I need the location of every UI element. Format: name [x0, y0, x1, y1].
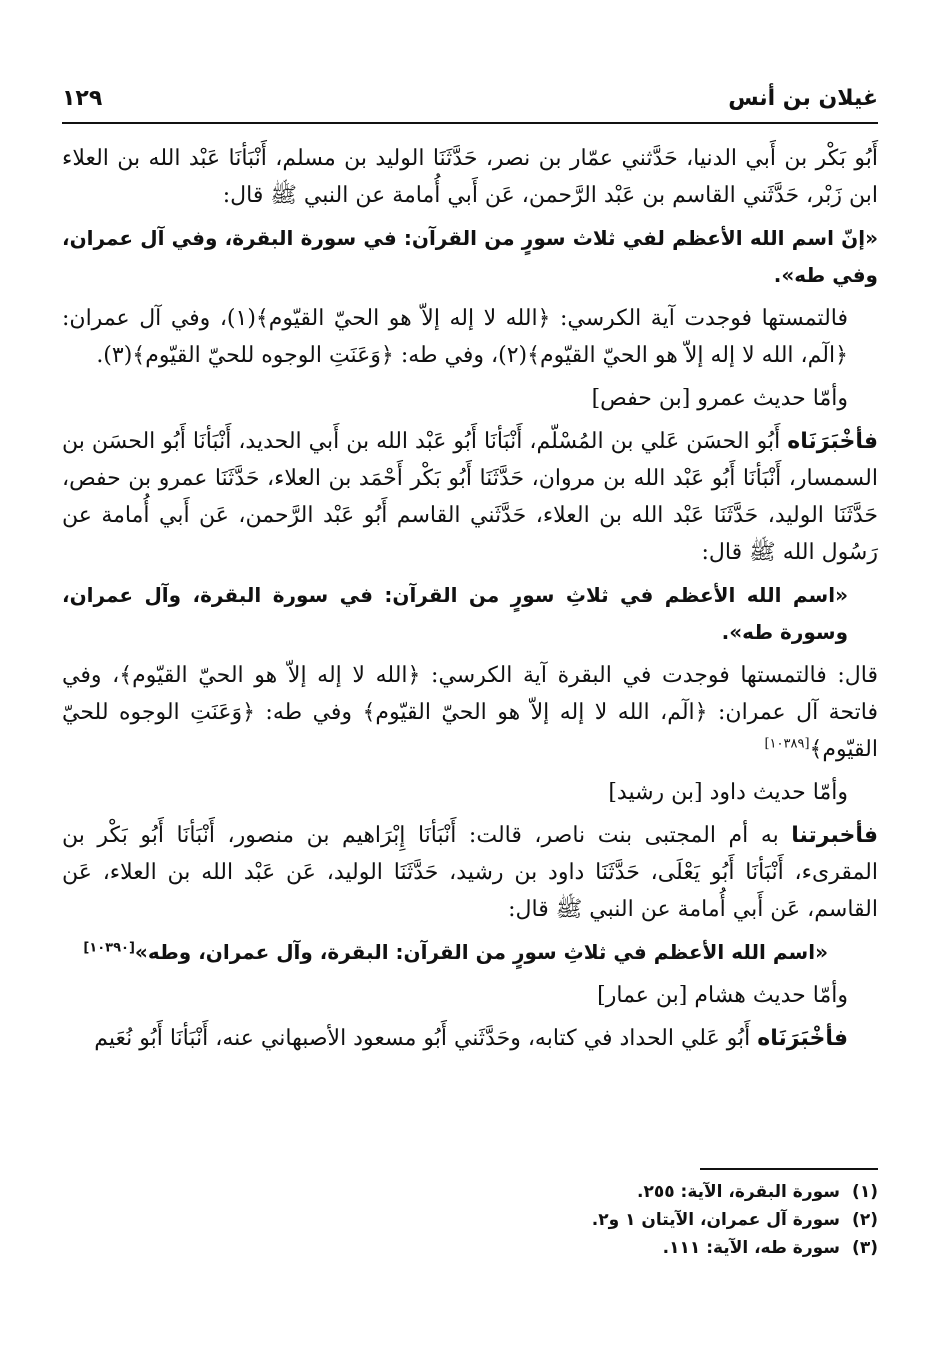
- footnote-2: [62, 1206, 878, 1234]
- section-heading-dawud: [62, 774, 878, 811]
- paragraph-text: أَبُو عَلي الحداد في كتابه، وحَدَّثَني أَبُو مسعود الأصبهاني عنه، أَنْبَأنَا أَبُو نُعَيم: [94, 1026, 758, 1051]
- section-heading-amr: [62, 380, 878, 417]
- footnote-text: سورة طه، الآية: ١١١.: [662, 1238, 840, 1258]
- paragraph-text: وأمّا حديث داود [بن رشيد]: [608, 780, 848, 805]
- paragraph-text: به أم المجتبى بنت ناصر، قالت: أَنْبَأنَا إِبْرَاهيم بن منصور، أَنْبَأنَا أَبُو بَكْر بن المقرىء، أَنْبَأنَا أَبُو يَعْلَى، حَدَّثَنَا داود بن رشيد، حَدَّثَنَا الوليد، عَن عَبْد الله بن العلاء، عَن القاسم، عَن أَبي أُمامة عن النبي ﷺ قال:: [62, 823, 878, 922]
- running-header: [62, 80, 878, 124]
- paragraph-9: [62, 817, 878, 928]
- main-text: [62, 140, 878, 1063]
- footnote-number: (٣): [852, 1238, 878, 1258]
- footnote-divider: [700, 1168, 878, 1170]
- paragraph-7: [62, 657, 878, 768]
- footnote-3: [62, 1234, 878, 1262]
- paragraph-3: [62, 300, 878, 374]
- lead-word: فأخْبَرَنَاه: [787, 429, 878, 454]
- footnotes: [62, 1178, 878, 1262]
- footnote-text: سورة آل عمران، الآيتان ١ و٢.: [591, 1210, 840, 1230]
- paragraph-text: قال: فالتمستها فوجدت في البقرة آية الكرسي: ﴿الله لا إله إلاّ هو الحيّ القيّوم﴾، وفي فاتحة آل عمران: ﴿الٓم، الله لا إله إلاّ هو الحيّ القيّوم﴾ وفي طه: ﴿وَعَنَتِ الوجوه للحيّ القيّوم﴾: [62, 663, 878, 762]
- footnote-number: (٢): [852, 1210, 878, 1230]
- paragraph-text: فالتمستها فوجدت آية الكرسي: ﴿الله لا إله إلاّ هو الحيّ القيّوم﴾(١)، وفي آل عمران: ﴿الٓم، الله لا إله إلاّ هو الحيّ القيّوم﴾(٢)، وفي طه: ﴿وَعَنَتِ الوجوه للحيّ القيّوم﴾(٣).: [62, 306, 848, 368]
- section-heading-hisham: [62, 977, 878, 1014]
- footnote-1: [62, 1178, 878, 1206]
- header-title: غيلان بن أنس: [728, 86, 878, 111]
- paragraph-1: [62, 140, 878, 214]
- reference-number: [١٠٣٨٩]: [764, 736, 810, 752]
- paragraph-text: «اسم الله الأعظم في ثلاثِ سورٍ من القرآن: البقرة، وآل عمران، وطه»: [134, 940, 828, 964]
- paragraph-text: «إنّ اسم الله الأعظم لفي ثلاث سورٍ من القرآن: في سورة البقرة، وفي آل عمران، وفي طه».: [62, 226, 878, 287]
- paragraph-text: وأمّا حديث هشام [بن عمار]: [597, 983, 848, 1008]
- paragraph-5: [62, 423, 878, 571]
- hadith-quote-1: [62, 220, 878, 294]
- lead-word: فأخبرتنا: [791, 823, 878, 848]
- paragraph-text: وأمّا حديث عمرو [بن حفص]: [591, 386, 848, 411]
- paragraph-text: أَبُو الحسَن عَلي بن المُسْلّم، أَنْبَأنَا أَبُو عَبْد الله بن أَبي الحديد، أَنْبَأنَا أَبُو الحسَن بن السمسار، أَنْبَأنَا أَبُو عَبْد الله بن مروان، حَدَّثَنَا أَبُو بَكْر أَحْمَد بن العلاء، حَدَّثَنَا عمرو بن حفص، حَدَّثَنَا الوليد، حَدَّثَنَا عَبْد الله بن العلاء، حَدَّثَني القاسم أَبُو عَبْد الرَّحمن، عَن أَبي أُمامة عن رَسُول الله ﷺ قال:: [62, 429, 878, 565]
- footnote-text: سورة البقرة، الآية: ٢٥٥.: [637, 1182, 840, 1202]
- paragraph-text: «اسم الله الأعظم في ثلاثِ سورٍ من القرآن: في سورة البقرة، وآل عمران، وسورة طه».: [62, 583, 848, 644]
- hadith-quote-2: [62, 577, 878, 651]
- reference-number: [١٠٣٩٠]: [83, 940, 135, 956]
- hadith-quote-3: [62, 934, 878, 971]
- footnote-number: (١): [852, 1182, 878, 1202]
- paragraph-text: أَبُو بَكْر بن أَبي الدنيا، حَدَّثني عمّار بن نصر، حَدَّثَنَا الوليد بن مسلم، أَنْبَأنَا عَبْد الله بن العلاء ابن زَبْر، حَدَّثَني القاسم بن عَبْد الرَّحمن، عَن أَبي أُمامة عن النبي ﷺ قال:: [62, 146, 878, 208]
- page-number: ١٢٩: [62, 86, 103, 111]
- paragraph-12: [62, 1020, 878, 1057]
- lead-word: فأخْبَرَنَاه: [757, 1026, 848, 1051]
